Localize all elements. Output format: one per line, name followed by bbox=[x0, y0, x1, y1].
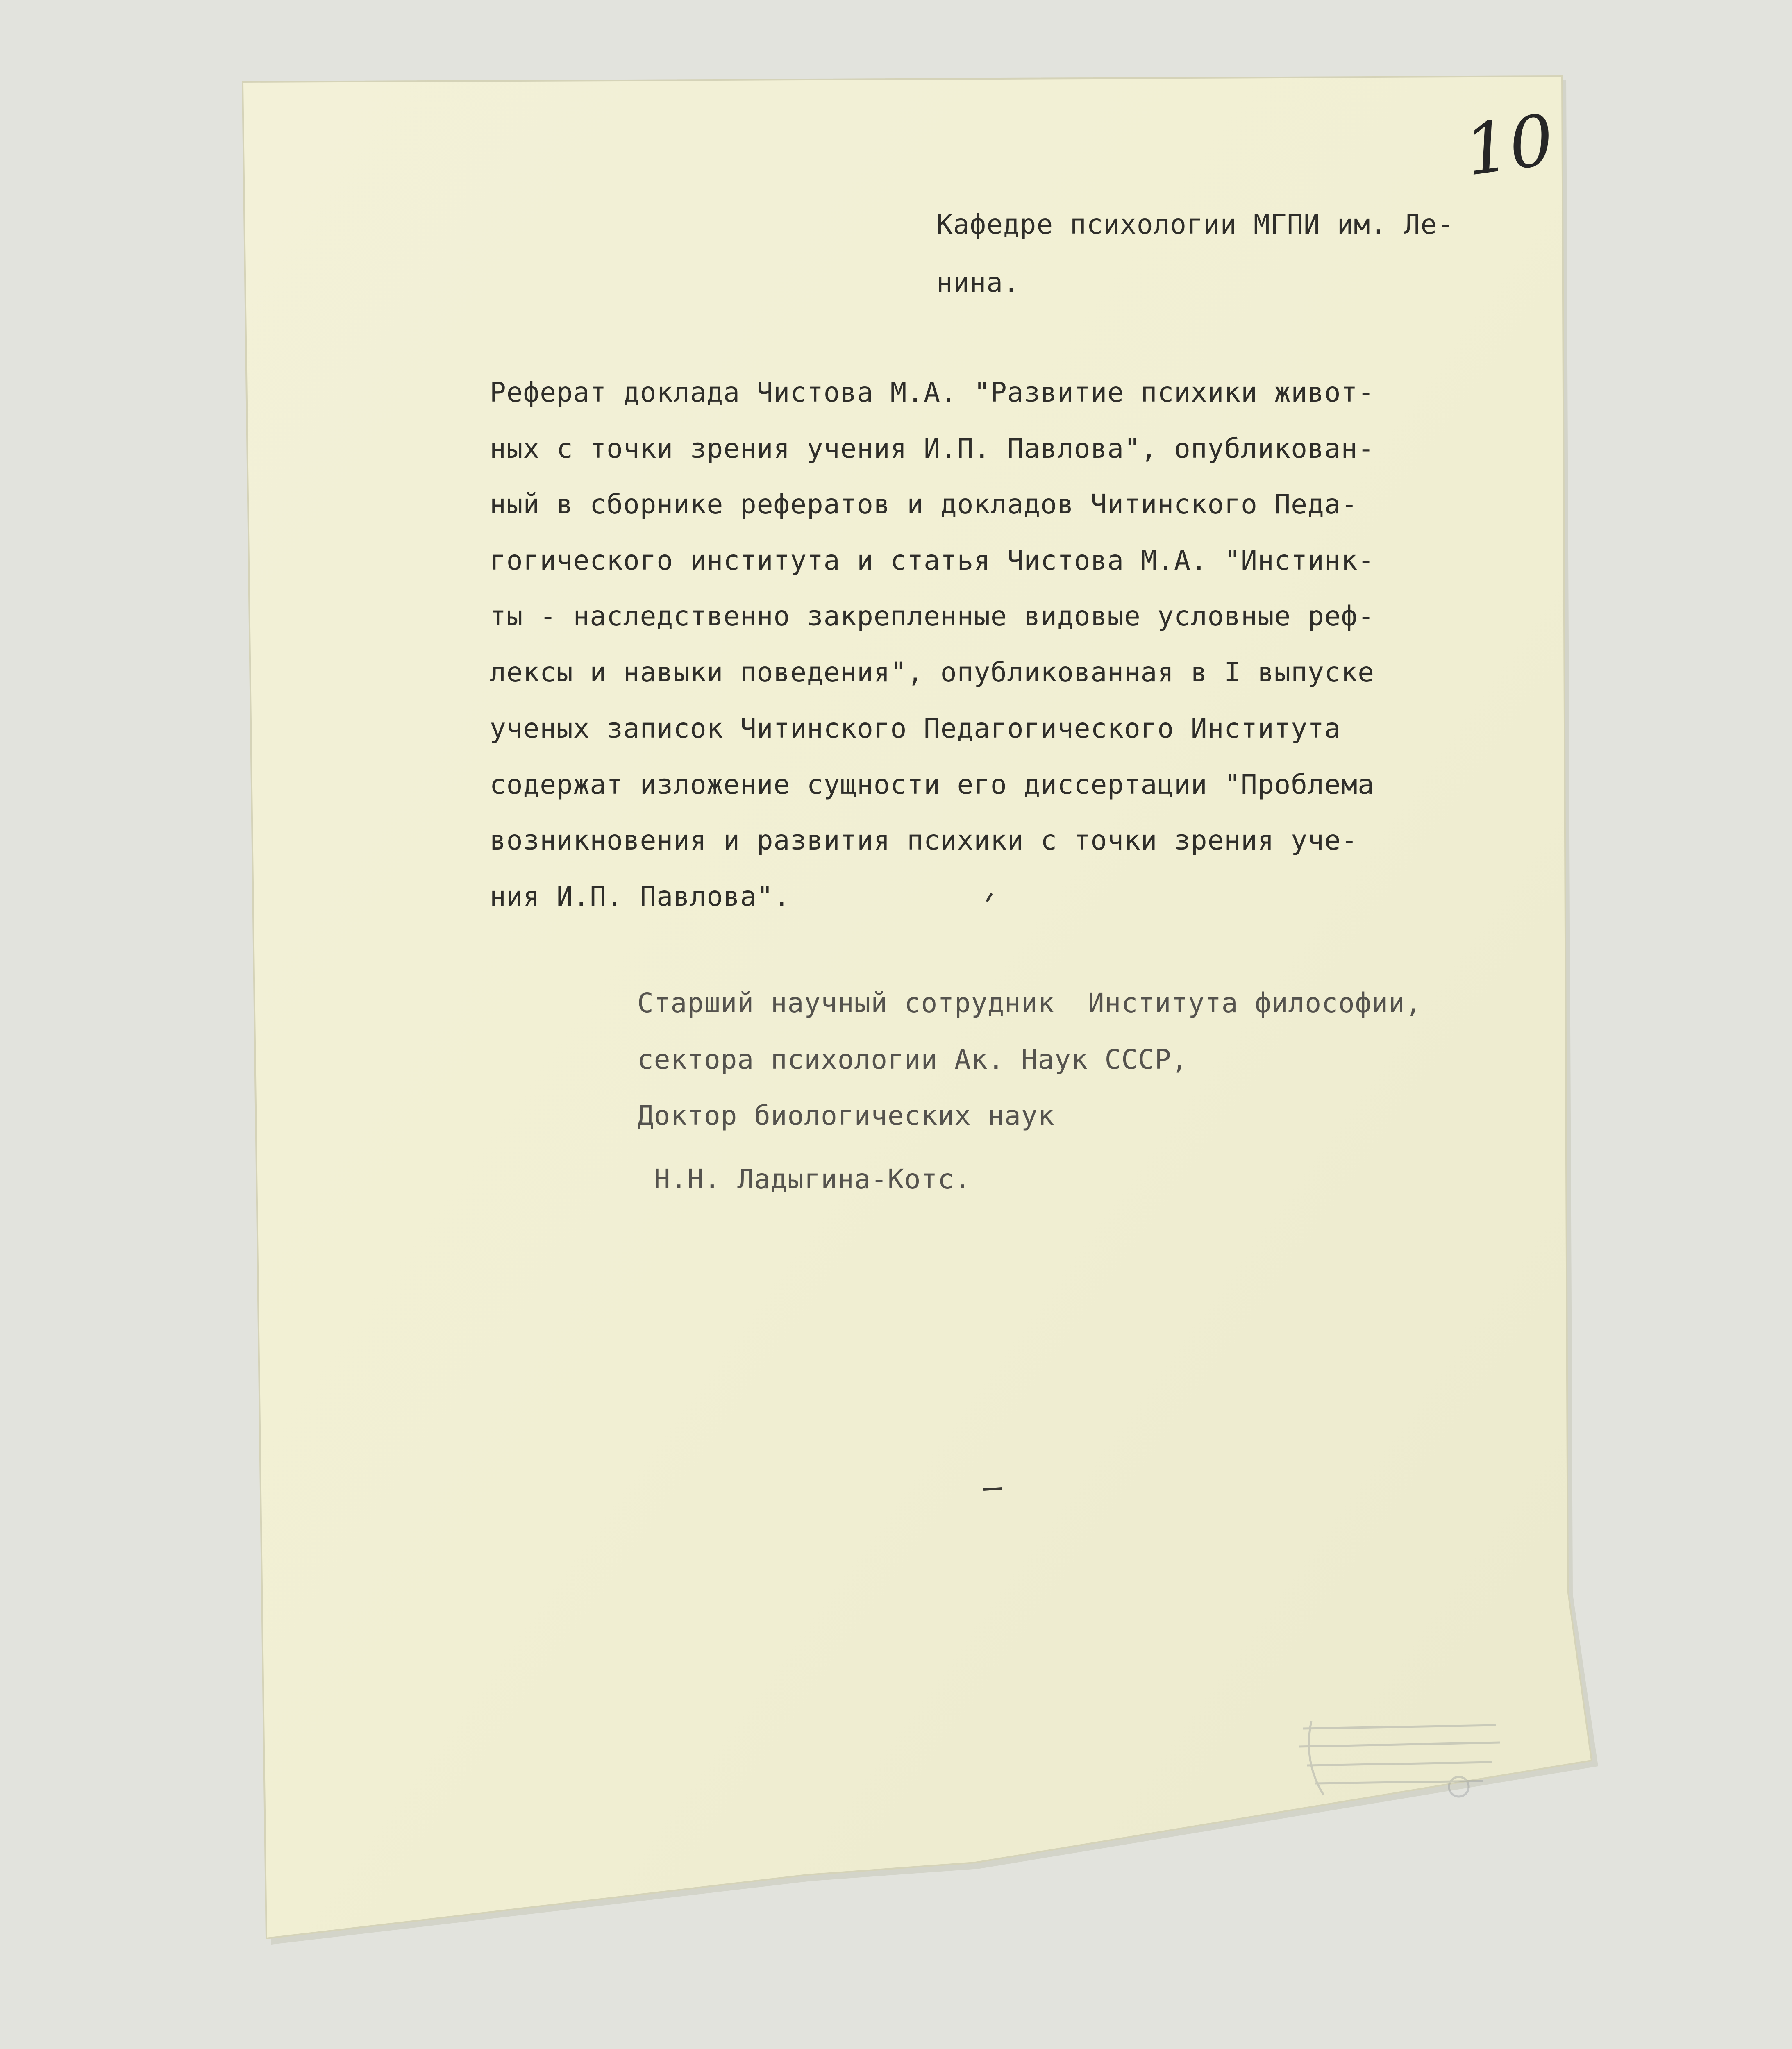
body-line: содержат изложение сущности его диссертации "Проблема bbox=[490, 769, 1374, 800]
body-line: ный в сборнике рефератов и докладов Читинского Педа- bbox=[490, 488, 1358, 520]
body-line: Реферат доклада Чистова М.А. "Развитие психики живот- bbox=[490, 377, 1374, 408]
signature-line: Доктор биологических наук bbox=[637, 1100, 1055, 1131]
signature-line: Старший научный сотрудник Института философии, bbox=[637, 987, 1422, 1019]
body-line: гогического института и статья Чистова М.А. "Инстинк- bbox=[490, 545, 1374, 576]
body-line: ученых записок Читинского Педагогического Института bbox=[490, 713, 1341, 744]
body-line: ния И.П. Павлова". bbox=[490, 881, 790, 912]
page-number: 10 bbox=[1460, 99, 1559, 192]
body-line: ных с точки зрения учения И.П. Павлова", опубликован- bbox=[490, 433, 1374, 464]
body-line: возникновения и развития психики с точки зрения уче- bbox=[490, 825, 1358, 856]
signature-line: сектора психологии Ак. Наук СССР, bbox=[637, 1044, 1188, 1075]
addressee-line: Кафедре психологии МГПИ им. Ле- bbox=[936, 209, 1454, 240]
addressee-line: нина. bbox=[936, 267, 1020, 298]
body-line: ты - наследственно закрепленные видовые условные реф- bbox=[490, 600, 1374, 632]
signature-line: Н.Н. Ладыгина-Котс. bbox=[637, 1163, 971, 1195]
body-line: лексы и навыки поведения", опубликованная в I выпуске bbox=[490, 656, 1374, 688]
